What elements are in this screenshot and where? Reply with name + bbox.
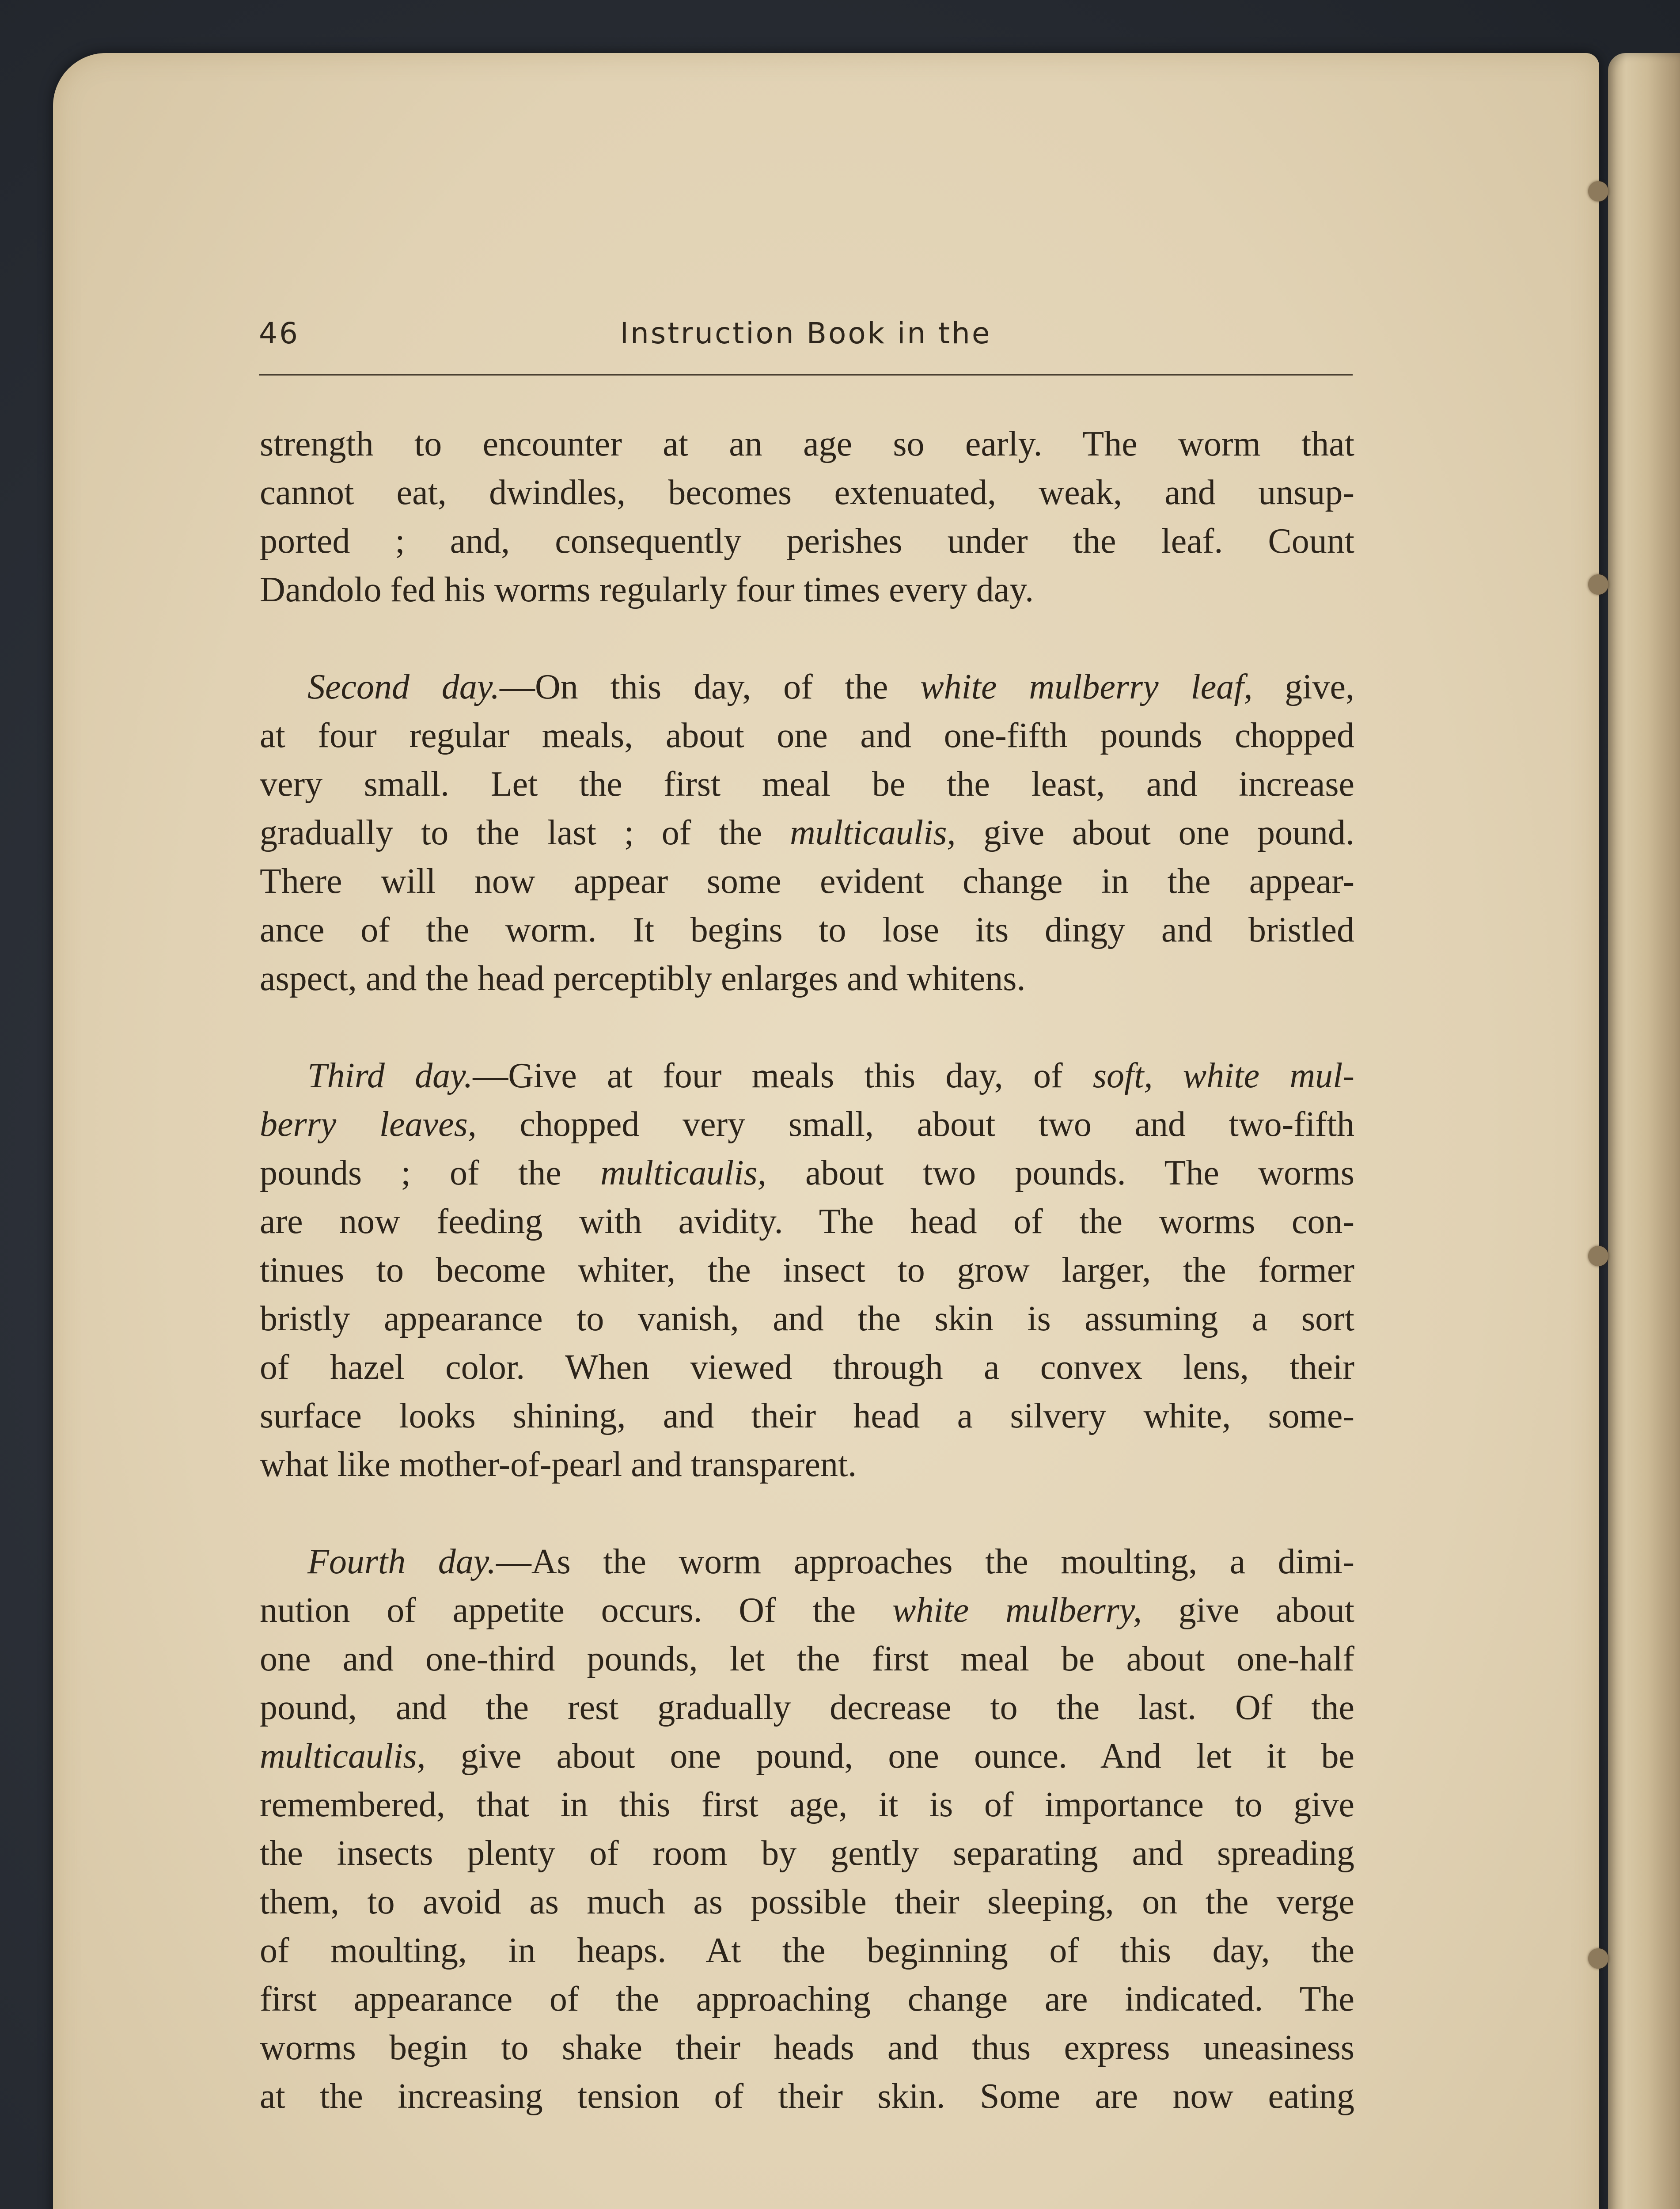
text-line: cannot eat, dwindles, becomes extenuated, weak, and unsup- xyxy=(260,473,1354,512)
binding-stitch xyxy=(1588,574,1608,595)
paragraph xyxy=(260,1537,1354,2121)
text-line: gradually to the last ; of the multicaulis, give about one pound. xyxy=(260,813,1354,852)
text-line: ance of the worm. It begins to lose its dingy and bristled xyxy=(260,911,1354,949)
text-line: remembered, that in this first age, it is of importance to give xyxy=(260,1785,1354,1824)
next-page-edge xyxy=(1608,53,1680,2209)
text-line: pound, and the rest gradually decrease to the last. Of the xyxy=(260,1688,1354,1727)
page-number: 46 xyxy=(259,316,300,350)
text-line: of hazel color. When viewed through a convex lens, their xyxy=(260,1348,1354,1387)
paragraph xyxy=(260,1051,1354,1489)
text-line: Dandolo fed his worms regularly four times every day. xyxy=(260,570,1034,609)
text-line: pounds ; of the multicaulis, about two pounds. The worms xyxy=(260,1154,1354,1192)
text-line: ported ; and, consequently perishes under the leaf. Count xyxy=(260,522,1354,561)
text-line: Fourth day.—As the worm approaches the moulting, a dimi- xyxy=(307,1542,1354,1581)
text-line: first appearance of the approaching change are indicated. The xyxy=(260,1980,1354,2019)
text-line: bristly appearance to vanish, and the skin is assuming a sort xyxy=(260,1299,1354,1338)
text-line: nution of appetite occurs. Of the white mulberry, give about xyxy=(260,1591,1354,1630)
text-line: surface looks shining, and their head a silvery white, some- xyxy=(260,1397,1354,1435)
text-line: at the increasing tension of their skin. Some are now eating xyxy=(260,2077,1354,2116)
paragraph xyxy=(260,420,1354,614)
text-line: tinues to become whiter, the insect to grow larger, the former xyxy=(260,1251,1354,1290)
text-line: multicaulis, give about one pound, one ounce. And let it be xyxy=(260,1737,1354,1776)
text-line: are now feeding with avidity. The head of the worms con- xyxy=(260,1202,1354,1241)
text-line: strength to encounter at an age so early. The worm that xyxy=(260,425,1354,463)
paragraph xyxy=(260,663,1354,1003)
text-line: what like mother-of-pearl and transparent. xyxy=(260,1445,857,1484)
running-title: Instruction Book in the xyxy=(620,316,992,350)
text-line: There will now appear some evident change in the appear- xyxy=(260,862,1354,901)
text-line: of moulting, in heaps. At the beginning of this day, the xyxy=(260,1931,1354,1970)
text-line: the insects plenty of room by gently separating and spreading xyxy=(260,1834,1354,1873)
text-line: at four regular meals, about one and one-fifth pounds chopped xyxy=(260,716,1354,755)
text-line: Third day.—Give at four meals this day, of soft, white mul- xyxy=(307,1056,1354,1095)
binding-stitch xyxy=(1588,1948,1608,1969)
italic-run: Second day. xyxy=(307,668,500,706)
binding-stitch xyxy=(1588,181,1608,201)
binding-stitch xyxy=(1588,1246,1608,1266)
body-text xyxy=(260,420,1354,2121)
text-line: them, to avoid as much as possible their sleeping, on the verge xyxy=(260,1883,1354,1921)
text-line: one and one-third pounds, let the first meal be about one-half xyxy=(260,1640,1354,1678)
header-rule xyxy=(259,374,1353,376)
text-line: berry leaves, chopped very small, about two and two-fifth xyxy=(260,1105,1354,1144)
text-line: aspect, and the head perceptibly enlarges and whitens. xyxy=(260,959,1026,998)
text-line: very small. Let the first meal be the least, and increase xyxy=(260,765,1354,804)
text-line: Second day.—On this day, of the white mulberry leaf, give, xyxy=(307,668,1354,706)
text-line: worms begin to shake their heads and thus express uneasiness xyxy=(260,2028,1354,2067)
running-head xyxy=(259,316,1353,356)
